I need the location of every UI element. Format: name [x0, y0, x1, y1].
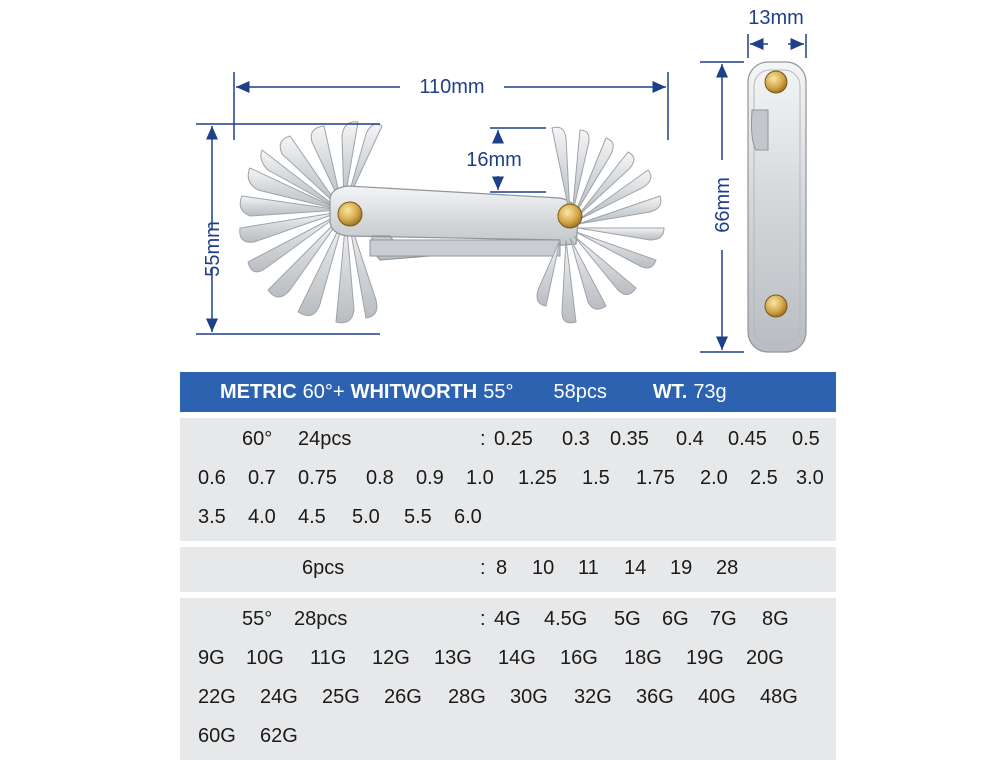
right-rivet: [558, 204, 582, 228]
pitch-value: 28: [716, 557, 739, 579]
height-dimension-label: 55mm: [202, 221, 224, 277]
extra-row: [180, 549, 836, 588]
header-weight-value: 73g: [693, 380, 727, 403]
pitch-value: 4.5: [298, 506, 326, 528]
spec-header: [180, 372, 836, 412]
pitch-value: 19: [670, 557, 693, 579]
pitch-value: 0.25: [494, 428, 533, 450]
header-weight-label: WT.: [652, 380, 688, 403]
tpi-value: 4G: [494, 608, 521, 630]
pitch-value: 0.7: [248, 467, 276, 489]
pitch-value: 10: [532, 557, 555, 579]
folded-gauge: [748, 62, 806, 352]
metric-row-3: [180, 498, 836, 537]
whitworth-row-2: [180, 639, 836, 678]
spec-table: [180, 372, 836, 760]
pitch-value: 5.5: [404, 506, 432, 528]
pitch-value: 1.75: [636, 467, 675, 489]
pitch-value: 14: [624, 557, 647, 579]
pitch-value: 2.5: [750, 467, 778, 489]
pitch-value: 1.5: [582, 467, 610, 489]
metric-angle: 60°: [242, 428, 273, 450]
header-metric: METRIC: [220, 380, 297, 403]
pitch-value: 0.6: [198, 467, 226, 489]
tpi-value: 60G: [198, 725, 236, 747]
tpi-value: 8G: [762, 608, 789, 630]
metric-row-1: [180, 420, 836, 459]
metric-count: 24pcs: [298, 428, 352, 450]
tpi-value: 18G: [624, 647, 662, 669]
whitworth-block: [180, 598, 836, 760]
pitch-value: 4.0: [248, 506, 276, 528]
pitch-value: 3.0: [796, 467, 824, 489]
tpi-value: 14G: [498, 647, 536, 669]
header-whitworth: WHITWORTH: [350, 380, 478, 403]
pitch-value: 0.35: [610, 428, 649, 450]
pitch-value: 6.0: [454, 506, 482, 528]
pitch-value: 5.0: [352, 506, 380, 528]
tpi-value: 22G: [198, 686, 236, 708]
header-count: 58pcs: [553, 380, 607, 403]
tpi-value: 19G: [686, 647, 724, 669]
header-whitworth-angle: 55°: [483, 380, 514, 403]
pitch-value: 0.8: [366, 467, 394, 489]
tpi-value: 62G: [260, 725, 298, 747]
tpi-value: 16G: [560, 647, 598, 669]
extra-separator: :: [480, 557, 486, 579]
tpi-value: 7G: [710, 608, 737, 630]
pitch-value: 0.75: [298, 467, 337, 489]
pitch-value: 0.3: [562, 428, 590, 450]
folded-length-label: 66mm: [712, 177, 734, 233]
tpi-value: 30G: [510, 686, 548, 708]
tpi-value: 25G: [322, 686, 360, 708]
pitch-value: 11: [578, 557, 599, 579]
tpi-value: 5G: [614, 608, 641, 630]
pitch-value: 2.0: [700, 467, 728, 489]
blade-dimension-label: 16mm: [466, 149, 522, 171]
tpi-value: 13G: [434, 647, 472, 669]
tpi-value: 40G: [698, 686, 736, 708]
metric-separator: :: [480, 428, 486, 450]
tpi-value: 36G: [636, 686, 674, 708]
tpi-value: 26G: [384, 686, 422, 708]
tpi-value: 6G: [662, 608, 689, 630]
whitworth-row-3: [180, 678, 836, 717]
tpi-value: 24G: [260, 686, 298, 708]
pitch-value: 0.4: [676, 428, 704, 450]
folded-width-label: 13mm: [748, 7, 804, 29]
tpi-value: 20G: [746, 647, 784, 669]
width-dimension-label: 110mm: [419, 76, 485, 98]
folded-top-rivet: [765, 71, 787, 93]
pitch-value: 1.25: [518, 467, 557, 489]
tpi-value: 10G: [246, 647, 284, 669]
folded-bottom-rivet: [765, 295, 787, 317]
whitworth-row-1: [180, 600, 836, 639]
pitch-value: 0.45: [728, 428, 767, 450]
metric-block: [180, 418, 836, 541]
extra-block: [180, 547, 836, 592]
tpi-value: 48G: [760, 686, 798, 708]
metric-row-2: [180, 459, 836, 498]
tpi-value: 32G: [574, 686, 612, 708]
whitworth-angle: 55°: [242, 608, 273, 630]
extra-count: 6pcs: [302, 557, 345, 579]
pitch-value: 1.0: [466, 467, 494, 489]
pitch-value: 0.5: [792, 428, 820, 450]
whitworth-count: 28pcs: [294, 608, 348, 630]
tpi-value: 9G: [198, 647, 225, 669]
tpi-value: 11G: [310, 647, 347, 669]
tpi-value: 12G: [372, 647, 410, 669]
tpi-value: 4.5G: [544, 608, 588, 630]
pitch-value: 0.9: [416, 467, 444, 489]
tpi-value: 28G: [448, 686, 486, 708]
product-drawing: [0, 0, 1000, 370]
pitch-value: 3.5: [198, 506, 226, 528]
header-metric-angle: 60°+: [302, 380, 345, 403]
gauge-handle: [330, 186, 578, 260]
left-rivet: [338, 202, 362, 226]
pitch-value: 8: [496, 557, 508, 579]
whitworth-row-4: [180, 717, 836, 756]
whitworth-separator: :: [480, 608, 486, 630]
